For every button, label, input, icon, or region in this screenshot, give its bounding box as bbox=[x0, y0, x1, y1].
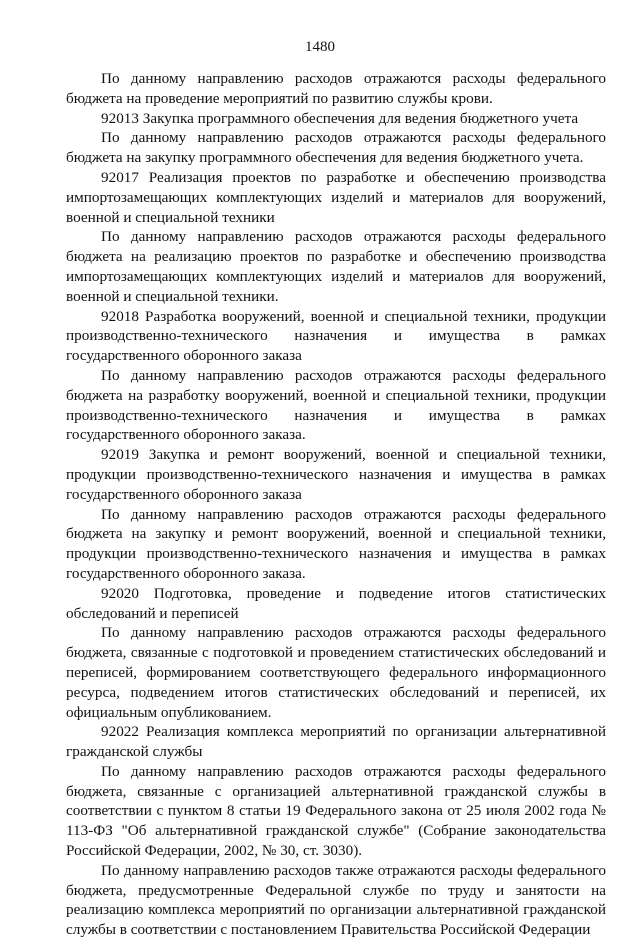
document-body bbox=[66, 69, 606, 940]
item-heading-92022: 92022 Реализация комплекса мероприятий по организации альтернативной гражданской службы bbox=[66, 723, 606, 761]
paragraph-description: По данному направлению расходов отражаются расходы федерального бюджета, связанные с организацией альтернативной гражданской службы в соответствии с пунктом 8 статьи 19 Федерального закона от 25 июля 2002 года № 113-ФЗ "Об альтернативной гражданской службе" (Собрание законодательства Российской Федерации, 2002, № 30, ст. 3030). bbox=[66, 762, 606, 860]
page-number: 1480 bbox=[305, 39, 335, 55]
paragraph-description: По данному направлению расходов отражаются расходы федерального бюджета на закупку и ремонт вооружений, военной и специальной техники, продукции производственно-технического назначения и имущества в рамках государственного оборонного заказа. bbox=[66, 505, 606, 582]
item-heading-92018: 92018 Разработка вооружений, военной и специальной техники, продукции производственно-технического назначения и имущества в рамках государственного оборонного заказа bbox=[66, 307, 606, 365]
paragraph-description: По данному направлению расходов отражаются расходы федерального бюджета, связанные с подготовкой и проведением статистических обследований и переписей, формированием соответствующего федерального информационного ресурса, подведением итогов статистических обследований и переписей, их официальным опубликованием. bbox=[66, 624, 606, 721]
item-heading-92013: 92013 Закупка программного обеспечения для ведения бюджетного учета bbox=[101, 109, 579, 127]
item-heading-92019: 92019 Закупка и ремонт вооружений, военной и специальной техники, продукции производственно-технического назначения и имущества в рамках государственного оборонного заказа bbox=[66, 446, 606, 503]
item-heading-92020: 92020 Подготовка, проведение и подведение итогов статистических обследований и переписей bbox=[66, 584, 606, 622]
paragraph-description: По данному направлению расходов отражаются расходы федерального бюджета на проведение мероприятий по развитию службы крови. bbox=[66, 70, 606, 107]
paragraph-description: По данному направлению расходов отражаются расходы федерального бюджета на разработку вооружений, военной и специальной техники, продукции производственно-технического назначения и имущества в рамках государственного оборонного заказа. bbox=[66, 366, 606, 444]
paragraph-description: По данному направлению расходов отражаются расходы федерального бюджета на закупку программного обеспечения для ведения бюджетного учета. bbox=[66, 129, 606, 167]
paragraph-description: По данному направлению расходов отражаются расходы федерального бюджета на реализацию проектов по разработке и обеспечению производства импортозамещающих комплектующих изделий и материалов для вооружений, военной и специальной техники. bbox=[66, 228, 606, 305]
item-heading-92017: 92017 Реализация проектов по разработке и обеспечению производства импортозамещающих комплектующих изделий и материалов для вооружений, военной и специальной техники bbox=[66, 168, 606, 226]
paragraph-description: По данному направлению расходов также отражаются расходы федерального бюджета, предусмотренные Федеральной службе по труду и занятости на реализацию комплекса мероприятий по организации альтернативной гражданской службы в соответствии с постановлением Правительства Российской Федерации bbox=[66, 861, 606, 939]
